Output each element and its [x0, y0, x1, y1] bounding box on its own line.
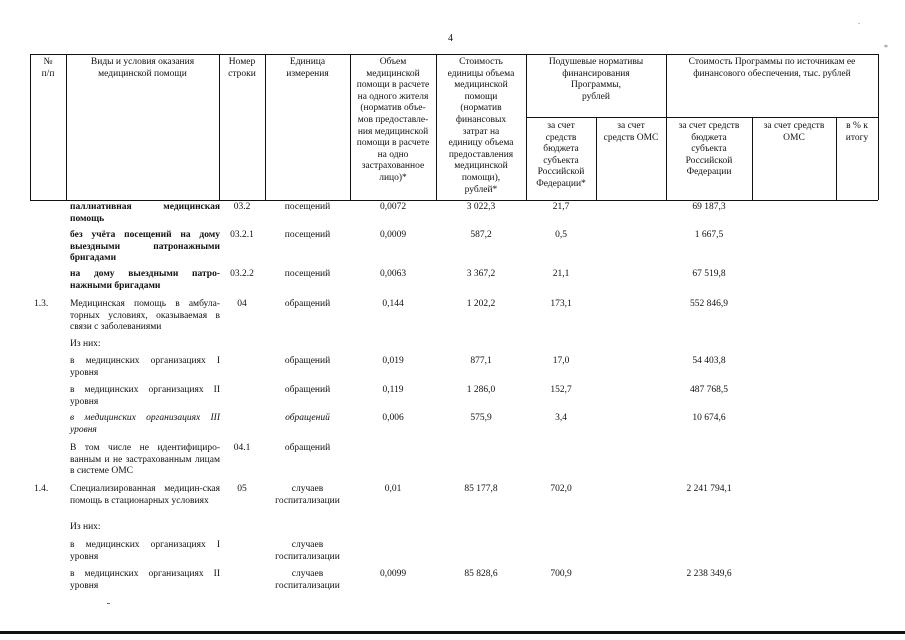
row-per-capita: 3,4	[555, 413, 567, 423]
row-description: Из них:	[70, 339, 101, 349]
header-col-divider	[878, 54, 879, 200]
row-line-number: 03.2.2	[230, 269, 254, 279]
row-description: паллиативная медицинская помощь	[70, 202, 220, 224]
header-program-cost: Стоимость Программы по источникам ее финансового обеспечения, тыс. рублей	[688, 57, 856, 79]
header-subrule-totals	[666, 117, 878, 118]
header-per-capita-budget: за счет средств бюджета субъекта Российской Федерации*	[536, 121, 586, 189]
scan-mark: *	[884, 43, 888, 52]
row-total: 552 846,9	[690, 299, 728, 309]
row-cost: 3 022,3	[466, 202, 496, 212]
row-description: Специализированная медицин-ская помощь в стационарных условиях	[70, 484, 220, 506]
row-total: 1 667,5	[694, 230, 724, 240]
header-top-rule	[30, 54, 878, 55]
row-line-number: 04.1	[233, 443, 251, 453]
row-total: 67 519,8	[692, 269, 726, 279]
row-cost: 575,9	[470, 413, 492, 423]
row-unit: случаев госпитализации	[275, 540, 340, 562]
header-number: № п/п	[41, 57, 55, 79]
header-line-number: Номер строки	[228, 57, 256, 79]
row-per-capita: 0,5	[555, 230, 567, 240]
row-unit: посещений	[284, 202, 331, 212]
header-volume: Объем медицинской помощи в расчете на одного жителя (норматив объе- мов предоставле- ния медицинской помощи в расчете на одно застрахованное лицо)*	[356, 57, 430, 183]
row-number: 1.3.	[34, 299, 49, 309]
row-volume: 0,0072	[379, 202, 407, 212]
row-per-capita: 21,1	[552, 269, 570, 279]
row-description: в медицинских организациях II уровня	[70, 385, 220, 407]
row-description: Медицинская помощь в амбула-торных условиях, оказываемая в связи с заболеваниями	[70, 299, 220, 333]
row-volume: 0,019	[382, 356, 404, 366]
row-total: 487 768,5	[690, 385, 728, 395]
row-volume: 0,006	[382, 413, 404, 423]
row-per-capita: 152,7	[550, 385, 572, 395]
header-unit: Единица измерения	[286, 57, 329, 79]
row-total: 69 187,3	[692, 202, 726, 212]
row-unit: обращений	[284, 443, 331, 453]
row-description: в медицинских организациях II уровня	[70, 569, 220, 591]
row-per-capita: 173,1	[550, 299, 572, 309]
scan-mark: .	[858, 17, 860, 26]
row-line-number: 03.2.1	[230, 230, 254, 240]
row-total: 2 238 349,6	[686, 569, 732, 579]
row-description: в медицинских организациях I уровня	[70, 356, 220, 378]
row-cost: 1 286,0	[466, 385, 496, 395]
row-cost: 877,1	[470, 356, 492, 366]
row-cost: 3 367,2	[466, 269, 496, 279]
header-total-percent: в % к итогу	[845, 121, 869, 143]
row-line-number: 04	[237, 299, 247, 309]
row-unit: случаев госпитализации	[275, 484, 340, 506]
row-description: в медицинских организациях I уровня	[70, 540, 220, 562]
row-line-number: 03.2	[233, 202, 251, 212]
page-bottom-edge	[0, 631, 905, 634]
row-description: в медицинских организациях III уровня	[70, 413, 220, 435]
page-number: 4	[448, 33, 453, 44]
row-cost: 1 202,2	[466, 299, 496, 309]
row-total: 10 674,6	[692, 413, 726, 423]
row-cost: 587,2	[470, 230, 492, 240]
row-per-capita: 21,7	[552, 202, 570, 212]
row-unit: посещений	[284, 269, 331, 279]
row-unit: случаев госпитализации	[275, 569, 340, 591]
header-total-budget: за счет средств бюджета субъекта Российской Федерации	[678, 121, 740, 178]
row-per-capita: 702,0	[550, 484, 572, 494]
row-unit: посещений	[284, 230, 331, 240]
header-per-capita-oms: за счет средств ОМС	[603, 121, 659, 143]
row-number: 1.4.	[34, 484, 49, 494]
row-volume: 0,0009	[379, 230, 407, 240]
header-per-capita: Подушевые нормативы финансирования Программы, рублей	[548, 57, 644, 102]
row-per-capita: 17,0	[552, 356, 570, 366]
row-volume: 0,144	[382, 299, 404, 309]
row-description: Из них:	[70, 522, 101, 532]
row-cost: 85 177,8	[464, 484, 498, 494]
header-unit-cost: Стоимость единицы объема медицинской помощи (норматив финансовых затрат на единицу объема предоставления медицинской помощи), рублей*	[447, 57, 515, 195]
row-volume: 0,01	[384, 484, 402, 494]
header-total-oms: за счет средств ОМС	[763, 121, 825, 143]
row-description: В том числе не идентифициро-ванным и не застрахованным лицам в системе ОМС	[70, 443, 220, 477]
row-volume: 0,0099	[379, 569, 407, 579]
row-unit: обращений	[285, 413, 330, 423]
row-total: 54 403,8	[692, 356, 726, 366]
header-care-type: Виды и условия оказания медицинской помощи	[90, 57, 195, 79]
row-unit: обращений	[284, 385, 331, 395]
row-per-capita: 700,9	[550, 569, 572, 579]
row-volume: 0,119	[382, 385, 404, 395]
row-description: без учёта посещений на дому выездными патронажными бригадами	[70, 230, 220, 264]
row-unit: обращений	[284, 299, 331, 309]
row-unit: обращений	[284, 356, 331, 366]
row-description: на дому выездными патро-нажными бригадами	[70, 269, 220, 291]
row-volume: 0,0063	[379, 269, 407, 279]
row-line-number: 05	[237, 484, 247, 494]
row-cost: 85 828,6	[464, 569, 498, 579]
scan-speck	[107, 603, 110, 604]
header-bottom-rule	[30, 200, 878, 201]
row-total: 2 241 794,1	[686, 484, 732, 494]
